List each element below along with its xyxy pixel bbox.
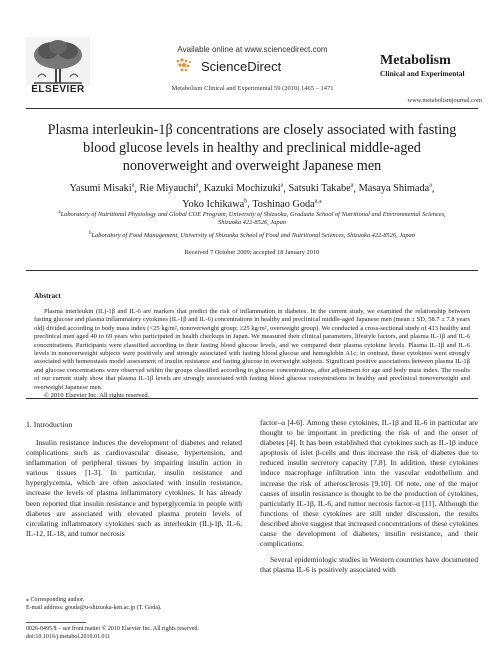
journal-name: Metabolism xyxy=(380,53,451,68)
left-column xyxy=(26,438,242,539)
journal-url[interactable]: www.metabolismjournal.com xyxy=(407,97,482,104)
issn-line: 0026-0495/$ – see front matter © 2010 Elsevier Inc. All rights reserved. xyxy=(26,626,200,632)
sciencedirect-dots-icon xyxy=(175,57,195,75)
author-list xyxy=(26,180,478,211)
intro-paragraph-3: Several epidemiologic studies in Western countries have documented that plasma IL-6 is positively associated with xyxy=(260,555,478,575)
intro-paragraph-2: factor–α [4-6]. Among these cytokines, IL-1β and IL-6 in particular are thought to be important in predicting the risk of and the onset of diabetes [4]. It has been established that cytokines such as IL-1β induce apoptosis of islet β-cells and thus increase the risk of diabetes due to reduced insulin secretory capacity [7,8]. In addition, these cytokines induce macrophage infiltration into the vascular endothelium and increase the risk of atherosclerosis [9,10]. Of note, one of the major causes of insulin resistance is thought to be the production of cytokines, particularly IL-1β, IL-6, and tumor necrosis factor–α [11]. Although the functions of these cytokines are still under discussion, the results described above suggest that increased concentrations of these cytokines cause the development of diabetes, insulin resistance, and their complications. xyxy=(260,418,478,549)
title-line-1: Plasma interleukin-1β concentrations are closely associated with fasting xyxy=(47,122,457,138)
elsevier-tree-logo-icon xyxy=(26,37,90,85)
affiliation-b: $^b$Laboratory of Food Management, University of Shizuoka School of Food and Nutritional Sciences, Shizuoka 422-8526, Japan xyxy=(89,231,415,240)
publisher-name: ELSEVIER xyxy=(31,84,85,95)
copyright: © 2010 Elsevier Inc. All rights reserved. xyxy=(44,392,150,400)
author[interactable]: Yasumi Misaki$^a$ xyxy=(69,183,135,195)
journal-header xyxy=(0,0,495,110)
right-column xyxy=(260,418,478,575)
author[interactable]: Satsuki Takabe$^a$ xyxy=(288,183,354,195)
author[interactable]: Yoko Ichikawa$^b$ xyxy=(182,198,248,210)
title-line-2: blood glucose levels in healthy and preclinical middle-aged xyxy=(83,140,421,156)
author[interactable]: Rie Miyauchi$^a$ xyxy=(139,183,199,195)
corresponding-author-note: ⁎ Corresponding author. xyxy=(26,597,85,603)
footnote-rule xyxy=(26,622,86,623)
author[interactable]: Kazuki Mochizuki$^a$ xyxy=(203,183,284,195)
received-dates: Received 7 October 2009; accepted 18 January 2010 xyxy=(184,249,320,256)
author-line-1: Yasumi Misaki$^a$, Rie Miyauchi$^a$, Kazuki Mochizuki$^a$, Satsuki Takabe$^a$, Masaya Shimada$^a$, xyxy=(69,183,435,195)
abstract-box xyxy=(26,282,478,400)
journal-citation-line: Metabolism Clinical and Experimental 59 (2010) 1465 – 1471 xyxy=(171,85,334,92)
sciencedirect-logo xyxy=(175,55,355,77)
article-title xyxy=(26,121,478,175)
available-online-text: Available online at www.sciencedirect.com xyxy=(177,45,328,54)
section-heading: 1. Introduction xyxy=(26,420,73,429)
intro-paragraph-1: Insulin resistance induces the development of diabetes and related complications such as cardiovascular disease, hypertension, and inflammation of peripheral tissues by impairing insulin action in various tissues [1-3]. In particular, insulin resistance and hyperglycemia, which are often associated with insulin resistance, increase the levels of plasma inflammatory cytokines. It has already been reported that insulin resistance and hyperglycemia in people with diabetes are associated with elevated plasma protein levels of circulating inflammatory cytokines such as interleukin (IL)-1β, IL-6, IL-12, IL-18, and tumor necrosis xyxy=(26,438,242,538)
affiliation-a: $^a$Laboratory of Nutritional Physiology and Global COE Program, University of Shizuoka, Graduate School of Nutritional and Environmental Sciences, Shizuoka 422-8526, Japan xyxy=(58,210,446,227)
sciencedirect-label: ScienceDirect xyxy=(201,58,282,74)
journal-subtitle: Clinical and Experimental xyxy=(380,69,465,78)
doi-link[interactable]: doi:10.1016/j.metabol.2010.01.011 xyxy=(26,634,111,640)
author-line-2: Yoko Ichikawa$^b$, Toshinao Goda$^{a,⁎}$ xyxy=(182,198,322,210)
abstract-text: Plasma interleukin (IL)-1β and IL-6 are markers that predict the risk of inflammation in diabetes. In the current study, we examined the relationship between fasting glucose and plasma inflammatory cytokines (IL-1β and IL-6) concentrations in healthy and preclinical middle-aged Japanese men (mean ± SD, 58.7 ± 7.8 years old) divided according to body mass index (<25 kg/m², nonoverweight group; ≥25 kg/m², overweight group). We conducted a cross-sectional study of 413 healthy and preclinical men aged 40 to 69 years who participated in health checkups in Japan. We measured their clinical parameters, lifestyle factors, and plasma IL-1β and IL-6 concentrations. Participants were classified according to their fasting blood glucose levels, and we compared their plasma cytokine levels. Plasma IL-1β and IL-6 levels in nonoverweight subjects were positively and strongly associated with fasting blood glucose and hemoglobin A1c; in contrast, these cytokines were strongly associated with homeostasis model assessment of insulin resistance and fasting glucose in overweight subjects. Significant positive associations between plasma IL-1β and glucose concentrations were observed within the groups classified according to glucose concentrations, after adjustment for age and body mass index. The results of our current study show that plasma IL-1β levels are strongly associated with fasting blood glucose concentrations in healthy and preclinical nonoverweight and overweight Japanese men. © 2010 Elsevier Inc. All rights reserved. xyxy=(34,308,470,400)
email-address[interactable]: E-mail address: gouda@u-shizuoka-ken.ac.jp (T. Goda). xyxy=(26,605,162,611)
title-divider xyxy=(26,270,478,271)
author[interactable]: Masaya Shimada$^a$ xyxy=(358,183,432,195)
author[interactable]: Toshinao Goda$^{a,⁎}$ xyxy=(252,198,322,210)
email-note xyxy=(26,605,161,613)
abstract-divider xyxy=(26,398,478,399)
header-divider xyxy=(26,108,478,109)
abstract-heading: Abstract xyxy=(34,292,61,300)
title-line-3: nonoverweight and overweight Japanese men xyxy=(122,158,382,174)
